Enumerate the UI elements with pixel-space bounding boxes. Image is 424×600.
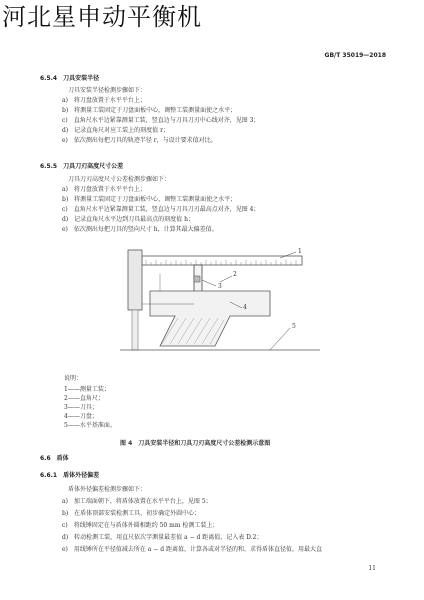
measurement-diagram bbox=[120, 246, 320, 361]
callout-label: 5 bbox=[292, 323, 296, 330]
section-intro: 盾体外径偏差检测步骤如下： bbox=[68, 486, 147, 493]
watermark-banner: 河北星申动平衡机 bbox=[2, 3, 202, 31]
legend-item: 4——刀盘； bbox=[64, 413, 98, 420]
section-intro: 刀具安装半径检测步骤如下： bbox=[68, 87, 147, 94]
list-item: e) 依次测出每把刀具的轨迹半径 r，与设计要求值对比。 bbox=[62, 137, 217, 144]
section-title-6-5-4: 6.5.4 刀具安装半径 bbox=[40, 75, 100, 82]
left-column bbox=[128, 250, 142, 310]
callout-label: 3 bbox=[218, 283, 222, 290]
list-item: e) 用线锤所在平径值减去所在 a − d 距离值，计算各或对半径的和，求得盾体直径值，用最大直 bbox=[62, 546, 322, 553]
legend-item: 3——刀具； bbox=[64, 404, 98, 411]
cutter-body bbox=[150, 291, 270, 346]
support-post bbox=[132, 310, 138, 350]
list-item: b) 将测量工装固定于刀盘面板中心，调整工装测量面使之水平； bbox=[62, 196, 237, 203]
figure-caption: 图 4 刀具安装半径和刀具刀刃高度尺寸公差检测示意图 bbox=[120, 440, 271, 447]
list-item: b) 将测量工装固定于刀盘面板中心，调整工装测量面使之水平； bbox=[62, 107, 237, 114]
list-item: c) 直角尺水平边紧靠测量工装，竖直边与刀具刀刃中心线对齐，见图 3； bbox=[62, 117, 260, 124]
list-item: d) 记录直角尺水平边到刀具最高点的刻度值 h； bbox=[62, 216, 194, 223]
list-item: c) 将线锤固定在与盾体外圆相距约 50 mm 检测工装上； bbox=[62, 522, 219, 529]
legend-item: 1——测量工装； bbox=[64, 386, 110, 393]
section-title-6-6: 6.6 盾体 bbox=[40, 455, 69, 462]
legend-title: 说明： bbox=[64, 375, 83, 382]
list-item: b) 在盾体顶部安装检测工具，初步确定外圆中心； bbox=[62, 510, 201, 517]
section-title-6-6-1: 6.6.1 盾体外径偏差 bbox=[40, 472, 100, 479]
legend-item: 2——直角尺； bbox=[64, 395, 104, 402]
tool-block bbox=[194, 276, 200, 282]
section-title-6-5-5: 6.5.5 刀具刀刃高度尺寸公差 bbox=[40, 163, 124, 170]
list-item: d) 转动检测工装，用直尺依次字测量最差值 a − d 距离值，记入表 D.2； bbox=[62, 534, 263, 541]
callout-label: 4 bbox=[243, 304, 247, 311]
page-number: 11 bbox=[368, 565, 376, 572]
list-item: d) 记录直角尺对应工装上的刻度值 r； bbox=[62, 127, 169, 134]
list-item: c) 直角尺水平边紧靠测量工装，竖直边与刀具刀刃最高点对齐，见图 4； bbox=[62, 206, 260, 213]
list-item: e) 依次测出每把刀具的竖向尺寸 h，计算其最大偏差值。 bbox=[62, 226, 218, 233]
callout-label: 1 bbox=[298, 248, 302, 255]
list-item: a) 将刀盘放置于水平平台上； bbox=[62, 186, 146, 193]
standard-id: GB/T 35019—2018 bbox=[324, 52, 386, 59]
callout-label: 2 bbox=[233, 271, 237, 278]
list-item: a) 将刀盘放置于水平平台上； bbox=[62, 97, 146, 104]
legend-item: 5——水平基准面。 bbox=[64, 422, 116, 429]
list-item: a) 加工端面朝下，将盾体放置在水平平台上，见图 5； bbox=[62, 498, 212, 505]
section-intro: 刀具刀刃高度尺寸公差检测步骤如下： bbox=[68, 176, 171, 183]
